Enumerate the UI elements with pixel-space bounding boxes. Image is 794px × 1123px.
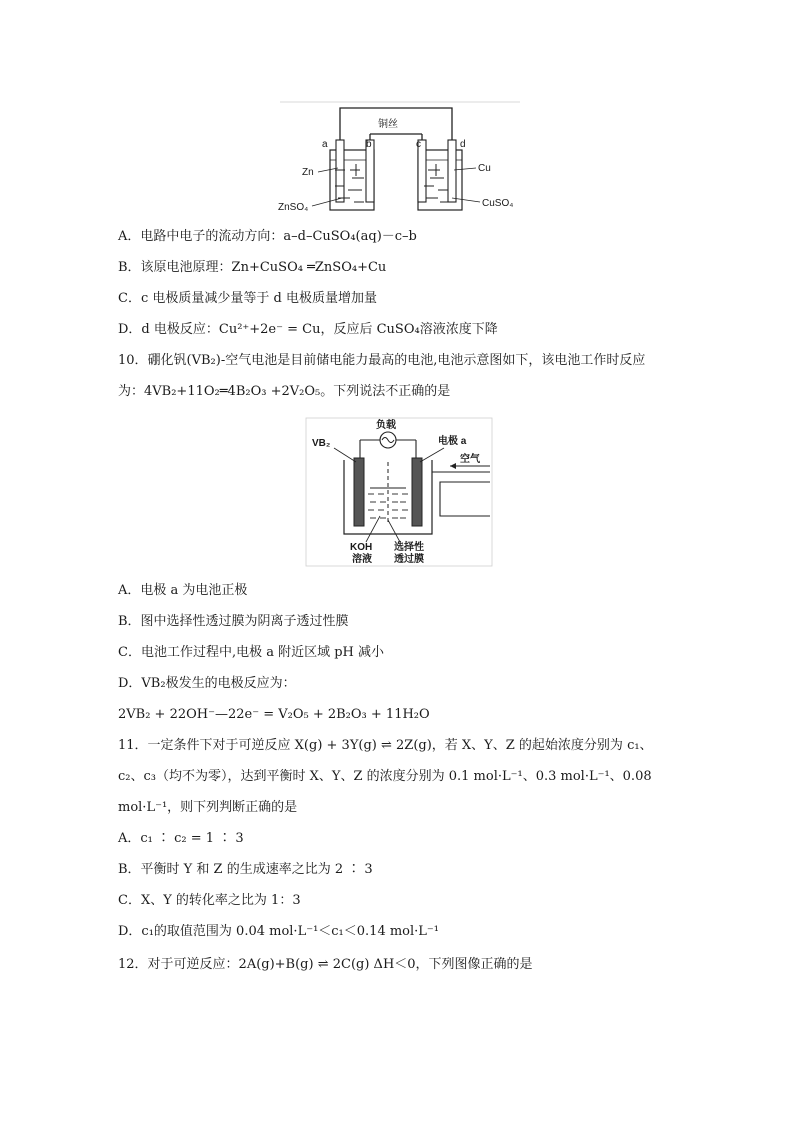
- vb2-label: VB₂: [312, 438, 331, 449]
- electrode-d-label: d: [460, 139, 466, 150]
- q12-stem: 12．对于可逆反应：2A(g)+B(g) ⇌ 2C(g) ΔH＜0，下列图像正确的是: [118, 957, 533, 972]
- cu-label: Cu: [478, 163, 491, 174]
- koh-label-1: KOH: [350, 542, 373, 553]
- q9-option-a: A．电路中电子的流动方向：a–d–CuSO₄(aq)－c–b: [118, 229, 417, 244]
- wire-label: 铜丝: [378, 119, 398, 130]
- galvanic-cell-figure: [272, 98, 532, 218]
- q11-option-a: A．c₁ ∶ c₂ = 1 ∶ 3: [118, 831, 244, 846]
- membrane-label-2: 透过膜: [394, 554, 424, 565]
- q11-option-c: C．X、Y 的转化率之比为 1：3: [118, 893, 301, 908]
- q10-option-a: A．电极 a 为电池正极: [118, 583, 248, 598]
- q9-option-b: B．该原电池原理：Zn+CuSO₄ ═ZnSO₄+Cu: [118, 260, 387, 275]
- electrode-a-label: 电极 a: [438, 436, 467, 447]
- electrode-b-label: b: [366, 139, 372, 150]
- q10-option-b: B．图中选择性透过膜为阴离子透过性膜: [118, 614, 349, 629]
- load-label: 负载: [376, 420, 396, 431]
- q11-stem-line1: 11．一定条件下对于可逆反应 X(g) + 3Y(g) ⇌ 2Z(g)，若 X、Y、Z 的起始浓度分别为 c₁、: [118, 738, 653, 753]
- q9-option-c: C．c 电极质量减少量等于 d 电极质量增加量: [118, 291, 377, 306]
- q10-option-c: C．电池工作过程中,电极 a 附近区域 pH 减小: [118, 645, 385, 660]
- q11-option-d: D．c₁的取值范围为 0.04 mol·L⁻¹＜c₁＜0.14 mol·L⁻¹: [118, 924, 439, 939]
- q11-stem-line2: c₂、c₃（均不为零），达到平衡时 X、Y、Z 的浓度分别为 0.1 mol·L⁻¹、0.3 mol·L⁻¹、0.08: [118, 769, 652, 784]
- q11-option-b: B．平衡时 Y 和 Z 的生成速率之比为 2 ∶ 3: [118, 862, 373, 877]
- q10-stem-line2: 为：4VB₂+11O₂═4B₂O₃ +2V₂O₅。下列说法不正确的是: [118, 384, 451, 399]
- q10-equation: 2VB₂ + 22OH⁻—22e⁻ = V₂O₅ + 2B₂O₃ + 11H₂O: [118, 707, 430, 722]
- electrode-a-label: a: [322, 139, 328, 150]
- zn-label: Zn: [302, 167, 314, 178]
- membrane-label-1: 选择性: [394, 542, 424, 553]
- air-label: 空气: [460, 454, 480, 465]
- vb2-air-battery-figure: [304, 416, 494, 568]
- koh-label-2: 溶液: [352, 554, 372, 565]
- q10-option-d: D．VB₂极发生的电极反应为：: [118, 676, 296, 691]
- electrode-c-label: c: [416, 139, 421, 150]
- q9-option-d: D．d 电极反应：Cu²⁺+2e⁻ = Cu，反应后 CuSO₄溶液浓度下降: [118, 322, 498, 337]
- cuso4-label: CuSO₄: [482, 198, 514, 209]
- q10-stem-line1: 10．硼化钒(VB₂)-空气电池是目前储电能力最高的电池,电池示意图如下，该电池工作时反应: [118, 353, 646, 368]
- q11-stem-line3: mol·L⁻¹，则下列判断正确的是: [118, 800, 298, 815]
- znso4-label: ZnSO₄: [278, 202, 309, 213]
